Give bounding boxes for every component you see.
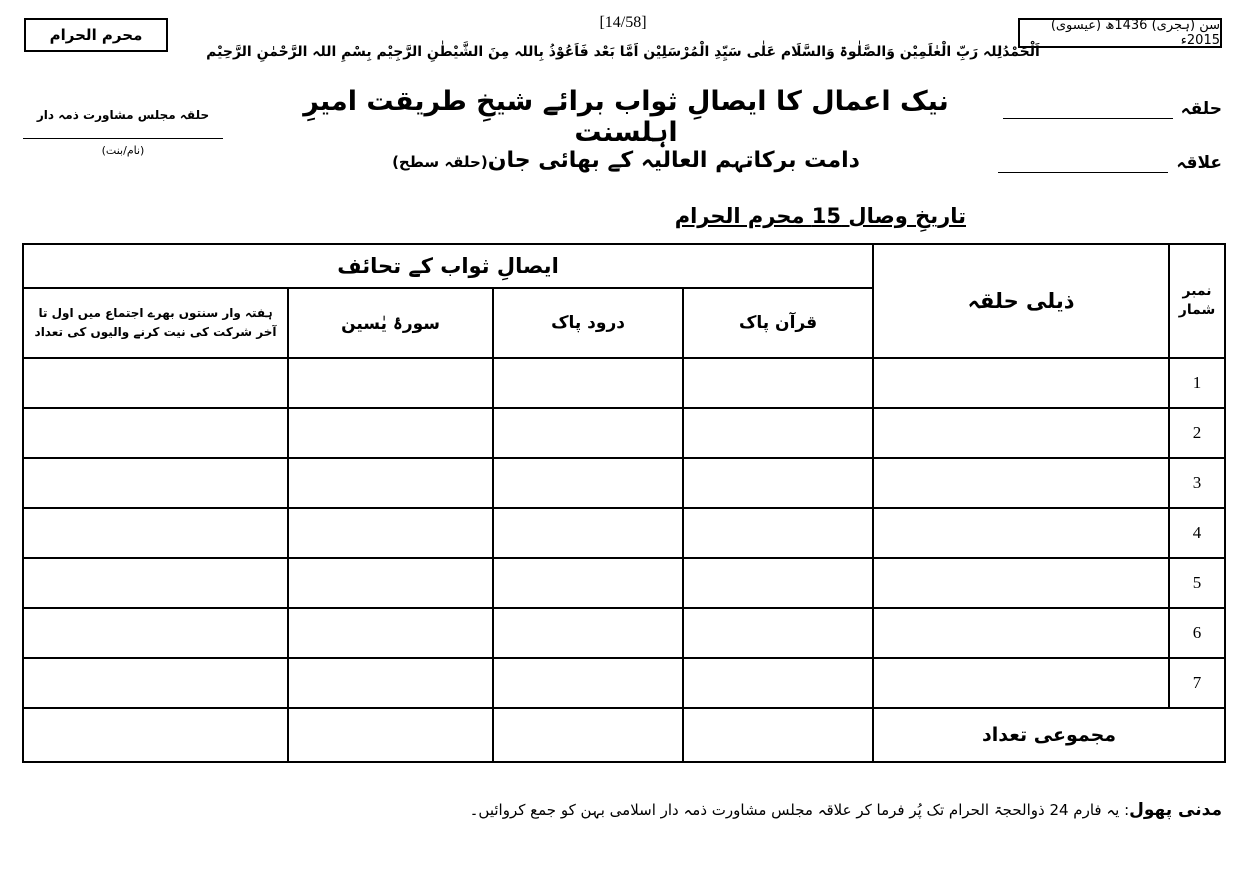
page-subtitle-scope: (حلقہ سطح): [392, 153, 488, 171]
header-quran: قرآن پاک: [683, 288, 873, 358]
row-number: 3: [1169, 458, 1225, 508]
cell-sub-halqa[interactable]: [873, 608, 1169, 658]
table-row: [23, 558, 1225, 608]
cell-quran[interactable]: [683, 458, 873, 508]
page-subtitle-text: دامت برکاتہم العالیہ کے بھائی جان: [487, 148, 860, 173]
table-row: [23, 408, 1225, 458]
footer-note: [24, 800, 1222, 820]
table-row: [23, 608, 1225, 658]
cell-quran[interactable]: [683, 558, 873, 608]
table-row: [23, 458, 1225, 508]
month-box: محرم الحرام: [24, 18, 168, 52]
halqa-field-label: حلقہ: [1180, 99, 1222, 119]
page-number: [14/58]: [599, 14, 647, 31]
cell-yaseen[interactable]: [288, 558, 493, 608]
cell-yaseen[interactable]: [288, 508, 493, 558]
table-row: [23, 358, 1225, 408]
total-durood[interactable]: [493, 708, 683, 762]
row-number: 2: [1169, 408, 1225, 458]
cell-durood[interactable]: [493, 658, 683, 708]
cell-weekly[interactable]: [23, 608, 288, 658]
hamd-line: اَلْحَمْدُلِلہ رَبِّ الْعٰلَمِیْن وَالصَّلٰوۃ وَالسَّلَام عَلٰی سَیِّدِ الْمُرْسَلِیْن اَمَّا بَعْد فَاَعُوْذُ بِاللہ مِنَ الشَّیْطٰنِ الرَّجِیْم بِسْمِ اللہ الرَّحْمٰنِ الرَّحِیْم: [206, 44, 1040, 60]
footer-note-text: : یہ فارم 24 ذوالحجۃ الحرام تک پُر فرما کر علاقہ مجلس مشاورت ذمہ دار اسلامی بہن کو جمع کروائیں۔: [469, 801, 1130, 819]
page-title: نیک اعمال کا ایصالِ ثواب برائے شیخِ طریقت امیرِ اہلسنت: [303, 86, 949, 148]
cell-durood[interactable]: [493, 358, 683, 408]
cell-quran[interactable]: [683, 658, 873, 708]
halqa-field-blank[interactable]: [1003, 100, 1173, 119]
ilaqa-field-blank[interactable]: [998, 154, 1168, 173]
cell-durood[interactable]: [493, 558, 683, 608]
total-weekly[interactable]: [23, 708, 288, 762]
table-body: [23, 358, 1225, 762]
date-line: تاریخِ وصال 15 محرم الحرام: [674, 204, 966, 228]
cell-sub-halqa[interactable]: [873, 658, 1169, 708]
cell-weekly[interactable]: [23, 558, 288, 608]
cell-yaseen[interactable]: [288, 358, 493, 408]
isaal-e-sawab-table: [22, 243, 1226, 763]
cell-yaseen[interactable]: [288, 458, 493, 508]
cell-yaseen[interactable]: [288, 408, 493, 458]
cell-durood[interactable]: [493, 408, 683, 458]
header-gifts-group: ایصالِ ثواب کے تحائف: [23, 244, 873, 288]
halqa-mushawarat-field[interactable]: [18, 108, 228, 157]
header-durood: درود پاک: [493, 288, 683, 358]
ilaqa-field-label: علاقہ: [1176, 153, 1222, 173]
cell-quran[interactable]: [683, 508, 873, 558]
total-label: مجموعی تعداد: [873, 708, 1225, 762]
cell-quran[interactable]: [683, 358, 873, 408]
cell-yaseen[interactable]: [288, 658, 493, 708]
total-yaseen[interactable]: [288, 708, 493, 762]
header-weekly-ijtima: ہفتہ وار سنتوں بھرے اجتماع میں اول تا آخر شرکت کی نیت کرنے والیوں کی تعداد: [23, 288, 288, 358]
ilaqa-field[interactable]: [998, 152, 1222, 173]
cell-weekly[interactable]: [23, 408, 288, 458]
total-quran[interactable]: [683, 708, 873, 762]
footer-note-label: مدنی پھول: [1129, 800, 1222, 820]
header-sub-halqa: ذیلی حلقہ: [873, 244, 1169, 358]
halqa-mushawarat-sub: (نام/بنت): [101, 144, 145, 157]
cell-quran[interactable]: [683, 408, 873, 458]
cell-durood[interactable]: [493, 608, 683, 658]
row-number: 1: [1169, 358, 1225, 408]
header-yaseen: سورۂ یٰسین: [288, 288, 493, 358]
header-number: نمبر شمار: [1169, 244, 1225, 358]
cell-durood[interactable]: [493, 508, 683, 558]
cell-quran[interactable]: [683, 608, 873, 658]
halqa-field[interactable]: [1003, 98, 1222, 119]
halqa-mushawarat-label: حلقہ مجلس مشاورت ذمہ دار: [36, 108, 210, 122]
row-number: 5: [1169, 558, 1225, 608]
row-number: 7: [1169, 658, 1225, 708]
cell-sub-halqa[interactable]: [873, 408, 1169, 458]
year-box: سن (ہجری) 1436ھ (عیسوی) 2015ء: [1018, 18, 1222, 48]
table-row: [23, 508, 1225, 558]
cell-weekly[interactable]: [23, 658, 288, 708]
row-number: 6: [1169, 608, 1225, 658]
row-number: 4: [1169, 508, 1225, 558]
cell-weekly[interactable]: [23, 508, 288, 558]
page-subtitle: [276, 148, 976, 173]
cell-durood[interactable]: [493, 458, 683, 508]
cell-sub-halqa[interactable]: [873, 558, 1169, 608]
table-row: [23, 658, 1225, 708]
cell-weekly[interactable]: [23, 458, 288, 508]
cell-sub-halqa[interactable]: [873, 358, 1169, 408]
halqa-mushawarat-blank[interactable]: [23, 124, 223, 139]
cell-sub-halqa[interactable]: [873, 508, 1169, 558]
cell-yaseen[interactable]: [288, 608, 493, 658]
table-total-row: [23, 708, 1225, 762]
cell-weekly[interactable]: [23, 358, 288, 408]
cell-sub-halqa[interactable]: [873, 458, 1169, 508]
